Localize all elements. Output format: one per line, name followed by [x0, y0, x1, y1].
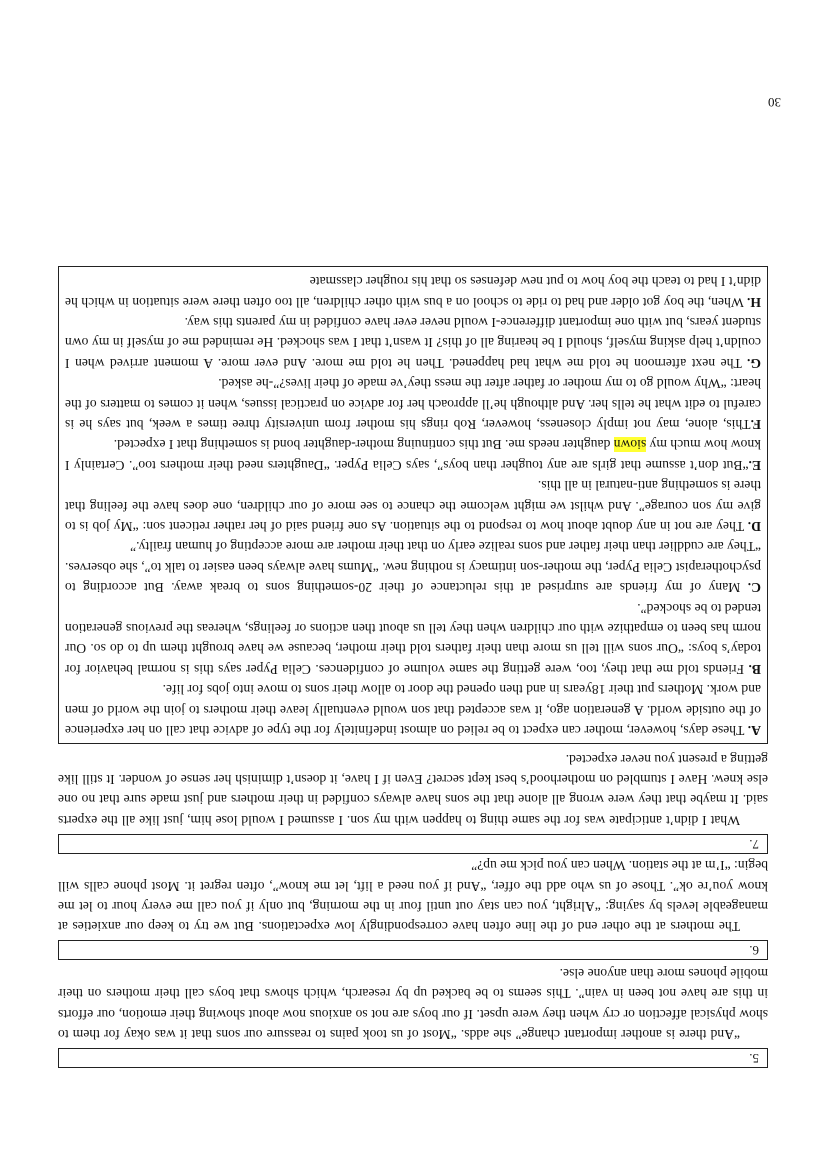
page-number: 30: [768, 95, 781, 110]
option-label: G.: [747, 355, 761, 371]
paragraph-5: “And there is another important change” she adds. “Most of us took pains to reassure our sons that it was okay for them to show physical affection or cry when they were upset. If our boys are not so anxious now about showing their emotion, our efforts in this are have not been in vain”. This seems to be backed up by research, which shows that boys call their mothers on their mobile phones more than anyone else.: [58, 965, 768, 1042]
gap-box-5: [58, 1048, 768, 1068]
option-a: [65, 679, 761, 740]
option-text: They are not in any doubt about how to respond to the situation. As one friend said of her rather reticent son: “My job is to give my son courage”. And whilst we might welcome the chance to see more of our children, one does have the feeling that there is something anti-natural in all this.: [65, 478, 761, 535]
option-text-after: daughter needs me. But this continuing mother-daughter bond is something that I expected.: [113, 437, 614, 453]
option-label: A.: [747, 723, 761, 739]
gap-number: 7.: [749, 836, 759, 852]
paragraph-6: The mothers at the other end of the line often have correspondingly low expectations. But we try to keep our anxieties at manageable levels by saying: “Alright, you can stay out until four in the morning, but only if you call me every hour to let me know you’re ok”. Those of us who add the offer, “And if you need a lift, let me know”, often regret it. Most phone calls will begin: “I’m at the station. When can you pick me up?”: [58, 858, 768, 935]
option-h: [65, 271, 761, 312]
option-label: F.: [750, 417, 761, 433]
option-text: The next afternoon he told me what had happened. Then he told me more. And ever more. A moment arrived when I couldn’t help asking myself, should I be hearing all of this? It wasn’t that I was shocked. He reminded me of myself in my own student years, but with one important difference-I would never ever have confided in my parents this way.: [65, 315, 761, 371]
option-text: Many of my friends are surprised at this reluctance of their 20-something sons to break away. But according to psychotherapist Celia Pyper, the mother-son intimacy is nothing new. “Mums have always been easier to talk to”, she observes. “They are cuddlier than their father and sons realize early on that their mother are more accepting of human frailty.”: [64, 539, 761, 596]
option-label: D.: [747, 519, 761, 535]
option-text: When, the boy got older and had to ride to school on a bus with other children, all too often there were situation in which he didn’t I had to teach the boy how to put new defenses so that his rougher classmate: [64, 274, 761, 310]
option-label: C.: [747, 580, 761, 596]
highlighted-word: siown: [613, 437, 647, 453]
gap-number: 6.: [749, 943, 759, 959]
paragraph-7: What I didn’t anticipate was for the same thing to happen with my son. I assumed I would lose him, just like all the experts said. It maybe that they were wrong all alone that the sons have always confided in their mothers and just made sure that no one else knew. Have I stumbled on motherhood’s best kept secret? Even if I have, it doesn’t diminish her sense of wonder. It still like getting a present you never expected.: [58, 751, 768, 828]
option-label: H.: [747, 294, 761, 310]
document-body: [58, 266, 768, 1070]
option-text: Friends told me that they, too, were getting the same volume of confidences. Celia Pyper says this is normal behavior for today’s boys: “Our sons will tell us more than their fathers told their mother, because we have brought them up to do so. Our norm has been to empathize with our children when they tell us about then actions or feelings, whereas the previous generation tended to be shocked”.: [65, 600, 761, 677]
option-label: E.: [748, 457, 761, 473]
option-text: This, alone, may not imply closeness, however, Rob rings his mother from university three times a week, but says he is careful to edit what he tells her. And although he’ll approach her for advice on practical issues, when it comes to matters of the heart: “Why would go to my mother or father after the mess they’ve made of their lives?”-he asked.: [65, 376, 761, 433]
option-b: [65, 597, 761, 679]
options-box: [58, 266, 768, 744]
option-label: B.: [748, 661, 761, 677]
option-d: [65, 475, 761, 536]
gap-box-6: [58, 940, 768, 960]
option-c: [65, 536, 761, 597]
gap-number: 5.: [749, 1051, 759, 1066]
option-g: [65, 312, 761, 373]
option-f: [65, 373, 761, 434]
option-e: [65, 434, 761, 475]
option-text-before: “But don’t assume that girls are any tougher than boys”, says Celia Pyper. “Daughters need their mothers too”. Certainly I know how much my: [65, 437, 761, 473]
option-text: These days, however, mother can expect to be relied on almost indefinitely for the type of advice that call on her experience of the outside world. A generation ago, it was accepted that son would eventually leave their mothers to join the world of men and work. Mothers put their 18years in and then opened the door to allow their sons to move into jobs for life.: [64, 682, 761, 739]
gap-box-7: [58, 834, 768, 854]
